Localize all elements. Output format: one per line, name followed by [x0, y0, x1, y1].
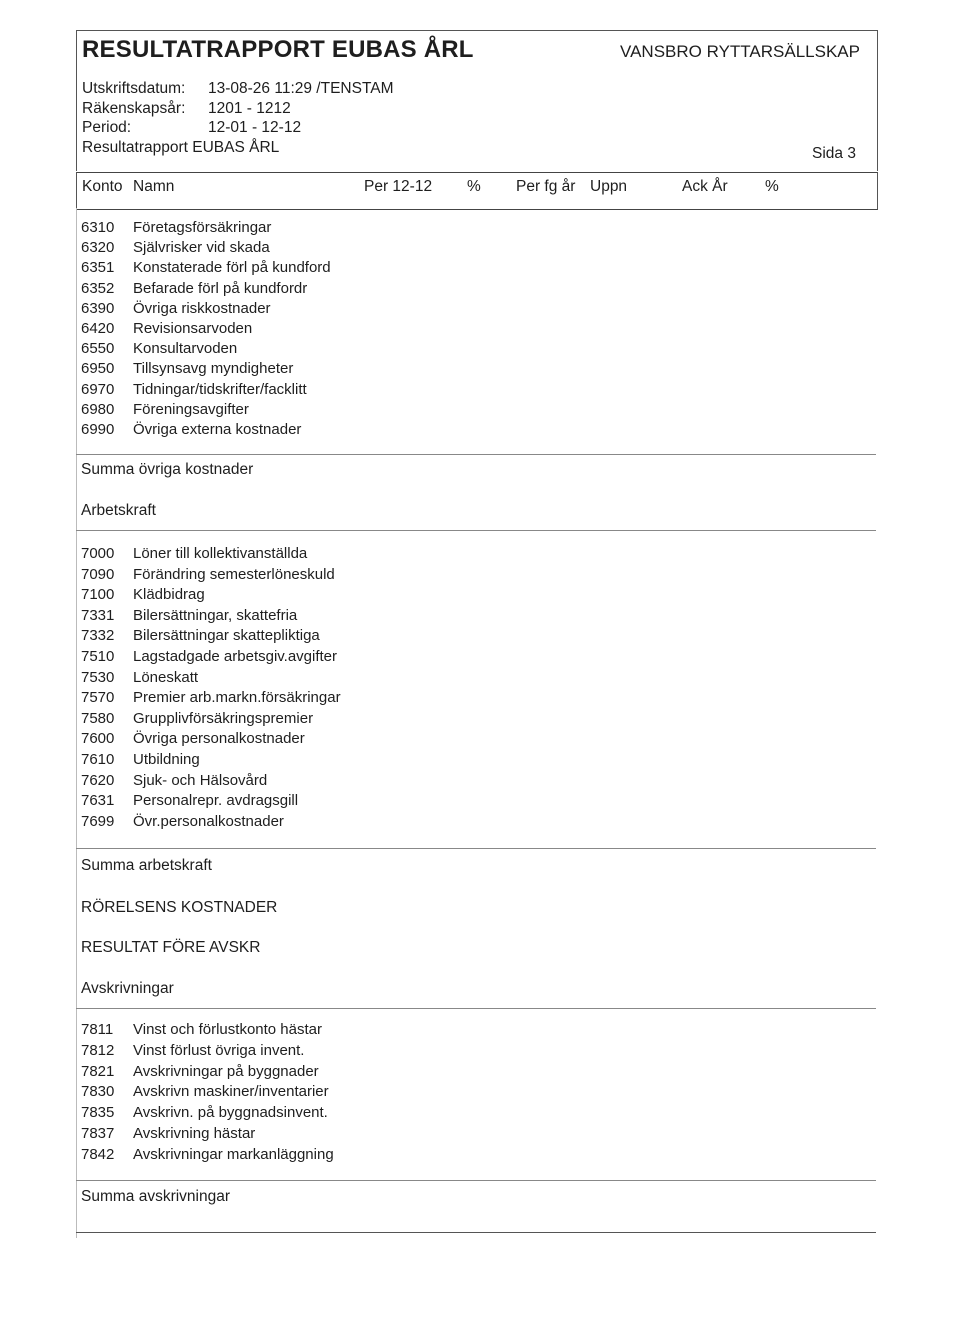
account-name: Vinst förlust övriga invent.	[133, 1041, 305, 1059]
account-number: 6352	[81, 279, 115, 297]
account-number: 6310	[81, 219, 115, 236]
col-header-per-fg: Per fg år	[516, 178, 576, 195]
account-name: Löneskatt	[133, 668, 199, 686]
account-name: Avskrivningar markanläggning	[133, 1145, 334, 1163]
account-number: 7812	[81, 1041, 115, 1059]
account-number: 6550	[81, 340, 115, 358]
divider	[76, 1008, 876, 1009]
account-name: Tidningar/tidskrifter/facklitt	[133, 380, 307, 398]
report-title: RESULTATRAPPORT EUBAS ÅRL	[82, 36, 474, 63]
divider	[76, 530, 876, 531]
account-number: 6970	[81, 380, 115, 398]
period-label: Period:	[82, 119, 132, 136]
account-number: 6390	[81, 299, 115, 317]
account-name: Övr.personalkostnader	[133, 812, 284, 830]
account-name: Avskrivn. på byggnadsinvent.	[133, 1104, 328, 1122]
account-number: 7811	[81, 1021, 114, 1038]
account-name: Premier arb.markn.försäkringar	[133, 689, 341, 707]
account-name: Övriga externa kostnader	[133, 421, 302, 438]
account-name: Sjuk- och Hälsovård	[133, 771, 268, 789]
section-heading: Avskrivningar	[81, 980, 174, 997]
col-header-pct: %	[467, 178, 481, 195]
account-number: 7835	[81, 1104, 115, 1122]
page-number: Sida 3	[812, 145, 856, 162]
print-date-label: Utskriftsdatum:	[82, 80, 186, 97]
section-heading: Arbetskraft	[81, 502, 156, 519]
fiscal-year-value: 1201 - 1212	[208, 100, 291, 117]
account-number: 6950	[81, 360, 115, 378]
account-name: Löner till kollektivanställda	[133, 545, 308, 562]
account-name: Konstaterade förl på kundford	[133, 259, 331, 277]
account-number: 7510	[81, 648, 115, 665]
account-name: Personalrepr. avdragsgill	[133, 792, 299, 810]
account-number: 7331	[81, 606, 115, 624]
account-number: 7631	[81, 792, 115, 810]
account-number: 7837	[81, 1125, 115, 1142]
account-name: Lagstadgade arbetsgiv.avgifter	[133, 648, 338, 665]
col-header-ack: Ack År	[682, 178, 728, 195]
account-number: 7100	[81, 586, 115, 604]
bottom-rule	[76, 1232, 876, 1233]
account-name: Konsultarvoden	[133, 340, 238, 358]
left-margin-line	[76, 208, 77, 1238]
account-name: Övriga riskkostnader	[133, 299, 271, 317]
account-name: Förändring semesterlöneskuld	[133, 565, 335, 583]
account-number: 7620	[81, 771, 115, 789]
account-name: Utbildning	[133, 751, 200, 768]
report-subtitle: Resultatrapport EUBAS ÅRL	[82, 139, 280, 156]
account-name: Företagsförsäkringar	[133, 219, 272, 236]
account-name: Självrisker vid skada	[133, 239, 270, 257]
print-date-value: 13-08-26 11:29 /TENSTAM	[208, 80, 394, 97]
account-name: Revisionsarvoden	[133, 320, 253, 337]
account-name: Befarade förl på kundfordr	[133, 279, 308, 297]
account-number: 7530	[81, 668, 115, 686]
account-number: 6351	[81, 259, 115, 277]
report-page: RESULTATRAPPORT EUBAS ÅRL VANSBRO RYTTARSÄLLSKAP Utskriftsdatum: 13-08-26 11:29 /TENSTAM Räkenskapsår: 1201 - 1212 Period: 12-01 - 12-12 Resultatrapport EUBAS ÅRL Sida 3 Konto Namn Per 12-12 % Per fg år Uppn Ack År % 6310 Företagsförsäkringar 6320 Självrisker vid skada 6351 Konstaterade förl på kundford 6352 Befarade förl på kundfordr 6390 Övriga riskkostnader 6420 Revisionsarvoden 6550 Konsultarvoden 6950 Tillsynsavg myndigheter 6970 Tidningar/tidskrifter/facklitt 6980 Föreningsavgifter 6990 Övriga externa kostnader Summa övriga kostnader Arbetskraft 7000 Löner till kollektivanställda 7090 Förändring semesterlöneskuld 7100 Klädbidrag 7331 Bilersättningar, skattefria 7332 Bilersättningar skattepliktiga 7510 Lagstadgade arbetsgiv.avgifter 7530 Löneskatt 7570 Premier arb.markn.försäkringar 7580 Grupplivförsäkringspremier 7600 Övriga personalkostnader 7610 Utbildning 7620 Sjuk- och Hälsovård 7631 Personalrepr. avdragsgill 7699 Övr.personalkostnader Summa arbetskraft RÖRELSENS KOSTNADER RESULTAT FÖRE AVSKR Avskrivningar 7811 Vinst och förlustkonto hästar 7812 Vinst förlust övriga invent. 7821 Avskrivningar på byggnader 7830 Avskrivn maskiner/inventarier 7835 Avskrivn. på byggnadsinvent. 7837 Avskrivning hästar 7842 Avskrivningar markanläggning Summa avskrivningar	[0, 0, 960, 1330]
account-number: 7090	[81, 565, 115, 583]
col-header-namn: Namn	[133, 178, 175, 195]
account-name: Tillsynsavg myndigheter	[133, 360, 294, 378]
col-header-konto: Konto	[82, 178, 123, 195]
col-header-pct-ack: %	[765, 178, 779, 195]
account-name: Vinst och förlustkonto hästar	[133, 1021, 322, 1038]
account-name: Klädbidrag	[133, 586, 205, 604]
account-name: Föreningsavgifter	[133, 400, 249, 418]
organization-name: VANSBRO RYTTARSÄLLSKAP	[620, 42, 860, 61]
account-name: Bilersättningar skattepliktiga	[133, 627, 320, 645]
account-number: 7830	[81, 1083, 115, 1101]
account-name: Avskrivning hästar	[133, 1125, 256, 1142]
divider	[76, 848, 876, 849]
account-number: 6990	[81, 421, 115, 438]
account-name: Grupplivförsäkringspremier	[133, 709, 314, 727]
divider	[76, 1180, 876, 1181]
account-number: 7699	[81, 812, 115, 830]
account-name: Avskrivn maskiner/inventarier	[133, 1083, 329, 1101]
account-number: 7000	[81, 545, 115, 562]
account-number: 7332	[81, 627, 115, 645]
account-number: 7610	[81, 751, 115, 768]
account-name: Avskrivningar på byggnader	[133, 1062, 319, 1080]
divider	[76, 454, 876, 455]
account-number: 7570	[81, 689, 115, 707]
account-number: 6980	[81, 400, 115, 418]
account-number: 7580	[81, 709, 115, 727]
account-name: Övriga personalkostnader	[133, 730, 305, 748]
account-name: Bilersättningar, skattefria	[133, 606, 298, 624]
fiscal-year-label: Räkenskapsår:	[82, 100, 186, 117]
col-header-uppn: Uppn	[590, 178, 628, 195]
account-number: 7821	[81, 1062, 115, 1080]
account-number: 7842	[81, 1145, 115, 1163]
account-number: 7600	[81, 730, 115, 748]
account-number: 6320	[81, 239, 115, 257]
period-value: 12-01 - 12-12	[208, 119, 302, 136]
account-number: 6420	[81, 320, 115, 337]
col-header-per: Per 12-12	[364, 178, 433, 195]
